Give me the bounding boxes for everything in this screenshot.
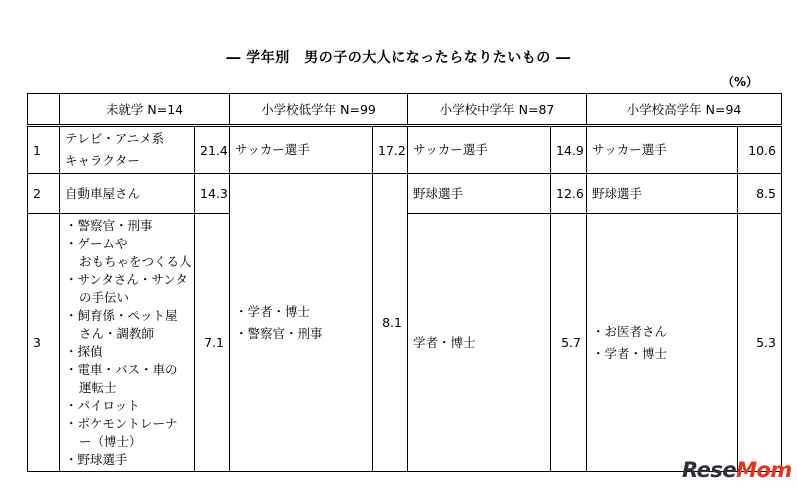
percent-cell: 12.6: [551, 174, 587, 214]
header-lower-elementary: 小学校低学年 N=99: [230, 94, 408, 126]
table-row: [28, 126, 782, 174]
answer-cell: [408, 214, 551, 472]
answer-line: ・サンタさん・サンタ: [65, 271, 188, 287]
answer-line: ・お医者さん: [592, 323, 668, 339]
answer-line: ー（博士）: [79, 433, 142, 449]
answer-line: ・探偵: [65, 343, 103, 359]
answer-line: ・ポケモントレーナ: [65, 415, 178, 431]
header-preschool: 未就学 N=14: [60, 94, 230, 126]
answer-line: さん・調教師: [79, 325, 155, 341]
percent-cell: 7.1: [195, 214, 230, 472]
answer-cell: [60, 214, 195, 472]
rank-cell: 1: [28, 126, 60, 174]
answer-line: の手伝い: [79, 289, 130, 305]
answer-line: ・電車・バス・車の: [65, 361, 178, 377]
answer-cell: [587, 214, 738, 472]
percent-cell: 17.2: [373, 126, 408, 174]
answer-line: ・飼育係・ペット屋: [65, 307, 178, 323]
table-row: [28, 174, 782, 214]
page-title: ― 学年別 男の子の大人になったらなりたいもの ―: [226, 50, 571, 66]
percent-cell: 5.3: [738, 214, 782, 472]
answer-line: ・警察官・刑事: [65, 217, 153, 233]
resemom-logo: [682, 458, 792, 488]
answer-cell: [408, 174, 551, 214]
rank-cell: 2: [28, 174, 60, 214]
percent-cell: 21.4: [195, 126, 230, 174]
answer-line: ・パイロット: [65, 397, 140, 413]
logo-text-part: Rese: [682, 458, 737, 482]
percent-cell: 10.6: [738, 126, 782, 174]
header-upper-elementary: 小学校高学年 N=94: [587, 94, 782, 126]
answer-line: 野球選手: [592, 185, 643, 201]
answer-cell: [587, 174, 738, 214]
answer-line: サッカー選手: [592, 142, 667, 157]
answer-line: おもちゃをつくる人: [79, 253, 192, 269]
percent-cell: 5.7: [551, 214, 587, 472]
percent-cell: 14.9: [551, 126, 587, 174]
logo-text-part-accent: Mom: [736, 458, 792, 482]
answer-line: ・ゲームや: [65, 235, 128, 251]
answer-cell: [230, 126, 373, 174]
answer-line: キャラクター: [65, 153, 140, 168]
answer-line: サッカー選手: [235, 142, 310, 157]
answer-line: サッカー選手: [413, 142, 488, 157]
answer-cell: [60, 174, 195, 214]
answer-line: 自動車屋さん: [65, 185, 141, 201]
answer-line: 学者・博士: [413, 334, 476, 350]
answer-cell: [60, 126, 195, 174]
answer-line: 野球選手: [413, 185, 464, 201]
answer-cell: [408, 126, 551, 174]
answer-cell: [230, 174, 373, 472]
rank-header-cell: [28, 94, 60, 126]
percent-cell: 14.3: [195, 174, 230, 214]
answer-line: ・学者・博士: [235, 303, 311, 319]
answer-line: テレビ・アニメ系: [65, 131, 165, 146]
answer-line: ・野球選手: [65, 451, 128, 467]
unit-label: （%）: [722, 75, 759, 89]
percent-cell: 8.5: [738, 174, 782, 214]
percent-cell: 8.1: [373, 174, 408, 472]
answer-cell: [587, 126, 738, 174]
answer-line: ・学者・博士: [592, 345, 668, 361]
answer-line: 運転士: [79, 379, 117, 395]
ranking-table: [27, 93, 782, 472]
rank-cell: 3: [28, 214, 60, 472]
answer-line: ・警察官・刑事: [235, 325, 323, 341]
header-middle-elementary: 小学校中学年 N=87: [408, 94, 587, 126]
